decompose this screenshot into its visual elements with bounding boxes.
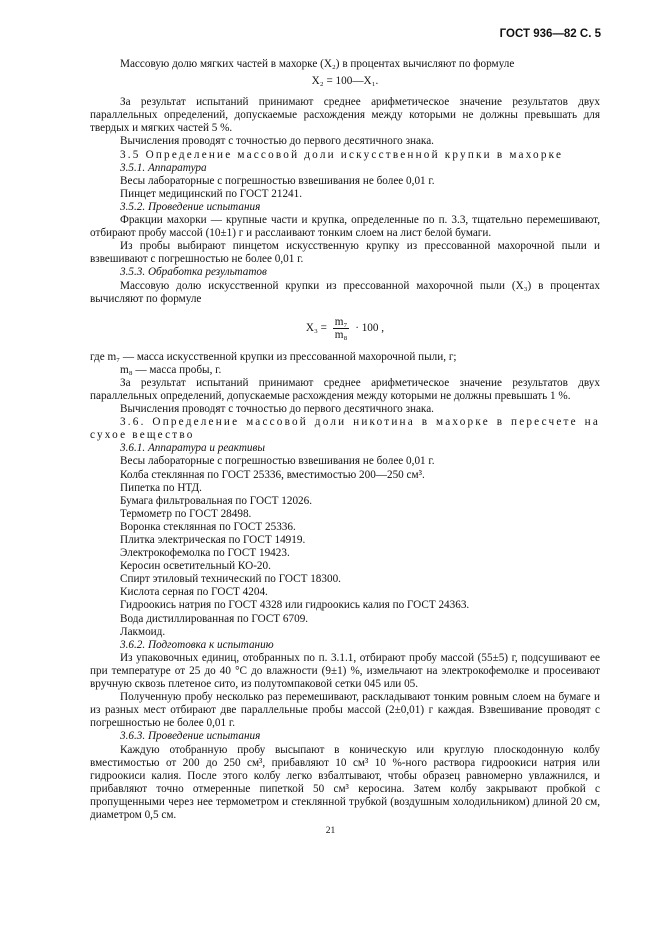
paragraph: Пинцет медицинский по ГОСТ 21241. <box>120 187 303 200</box>
paragraph: Вычисления проводят с точностью до первого десятичного знака. <box>120 403 434 416</box>
list-item: Керосин осветительный КО-20. <box>120 560 271 573</box>
subsection-heading: 3.5.2. Проведение испытания <box>120 200 261 213</box>
list-item: Воронка стеклянная по ГОСТ 25336. <box>120 520 296 533</box>
paragraph: Вычисления проводят с точностью до первого десятичного знака. <box>120 135 434 148</box>
list-item: Плитка электрическая по ГОСТ 14919. <box>120 534 306 546</box>
list-item: Кислота серная по ГОСТ 4204. <box>120 586 268 599</box>
paragraph: Весы лабораторные с погрешностью взвешивания не более 0,01 г. <box>120 174 435 187</box>
paragraph: где m₇ — масса искусственной крупки из прессованной махорочной пыли, г; <box>90 350 457 363</box>
document-body <box>90 28 600 822</box>
formula-lhs: X₃ = <box>305 321 327 334</box>
formula-fraction <box>333 316 350 341</box>
formula-denominator: m₈ <box>334 328 348 341</box>
subsection-heading: 3.6.2. Подготовка к испытанию <box>120 638 274 651</box>
paragraph: Полученную пробу несколько раз перемешивают, раскладывают тонким ровным слоем на бумаге и из разных мест отбирают две параллельные пробы массой (2±0,01) г каждая. Взвешивание проводят с погрешностью не более 0,01 г. <box>90 691 600 730</box>
page-number: 21 <box>325 826 336 836</box>
section-heading: 3.6. Определение массовой доли никотина в махорке в пересчете на сухое вещество <box>90 416 600 442</box>
paragraph: Из пробы выбирают пинцетом искусственную крупку из прессованной махорочной пыли и взвешивают с погрешностью не более 0,01 г. <box>90 240 600 266</box>
paragraph: m₈ — масса пробы, г. <box>120 363 222 376</box>
paragraph: За результат испытаний принимают среднее арифметическое значение результатов двух параллельных определений, допускаемые расхождения между которыми не должны превышать 1 %. <box>90 376 600 402</box>
formula-rhs: · 100 , <box>355 321 385 334</box>
page-header: ГОСТ 936—82 С. 5 <box>499 28 601 40</box>
list-item: Весы лабораторные с погрешностью взвешивания не более 0,01 г. <box>120 455 435 468</box>
list-item: Гидроокись натрия по ГОСТ 4328 или гидроокись калия по ГОСТ 24363. <box>120 599 470 612</box>
formula-x3 <box>90 316 600 341</box>
list-item: Вода дистиллированная по ГОСТ 6709. <box>120 612 309 625</box>
list-item: Лакмоид. <box>120 625 166 638</box>
list-item: Термометр по ГОСТ 28498. <box>120 507 252 520</box>
paragraph: Массовую долю искусственной крупки из прессованной махорочной пыли (X₃) в процентах вычисляют по формуле <box>90 279 600 305</box>
list-item: Электрокофемолка по ГОСТ 19423. <box>120 547 290 560</box>
subsection-heading: 3.5.3. Обработка результатов <box>120 266 267 279</box>
subsection-heading: 3.6.1. Аппаратура и реактивы <box>120 442 265 455</box>
list-item: Пипетка по НТД. <box>120 481 202 494</box>
list-item: Спирт этиловый технический по ГОСТ 18300. <box>120 573 341 586</box>
formula-x2: X₂ = 100—X₁. <box>311 75 379 88</box>
paragraph: Фракции махорки — крупные части и крупка, определенные по п. 3.3, тщательно перемешивают, отбирают пробу массой (10±1) г и расслаивают тонким слоем на лист белой бумаги. <box>90 214 600 240</box>
subsection-heading: 3.5.1. Аппаратура <box>120 161 207 174</box>
formula-numerator: m₇ <box>334 315 348 328</box>
paragraph: За результат испытаний принимают среднее арифметическое значение результатов двух параллельных определений, допускаемые расхождения между которыми не должны превышать для твердых и мягких частей 5 %. <box>90 96 600 135</box>
subsection-heading: 3.6.3. Проведение испытания <box>120 730 261 743</box>
section-heading: 3.5 Определение массовой доли искусственной крупки в махорке <box>120 148 564 161</box>
list-item: Колба стеклянная по ГОСТ 25336, вместимостью 200—250 см³. <box>120 468 425 481</box>
paragraph: Массовую долю мягких частей в махорке (X₂) в процентах вычисляют по формуле <box>120 58 515 70</box>
paragraph: Из упаковочных единиц, отобранных по п. 3.1.1, отбирают пробу массой (55±5) г, подсушивают ее при температуре от 25 до 40 °С до влажности (9±1) %, измельчают на электрокофемолке и просеивают вручную сквозь плетеное сито, из полутомпаковой сетки 045 или 05. <box>90 651 600 691</box>
paragraph: Каждую отобранную пробу высыпают в коническую или круглую плоскодонную колбу вместимостью от 200 до 250 см³, прибавляют 10 см³ 10 %-ного раствора гидроокиси натрия или гидроокиси калия. После этого колбу легко взбалтывают, чтобы образец равномерно увлажнился, и прибавляют точно отмеренные пипеткой 50 см³ керосина. Затем колбу закрывают пробкой с пропущенными через нее термометром и стеклянной трубкой (воздушным холодильником) длиной 20 см, диаметром 0,5 см. <box>90 743 600 821</box>
list-item: Бумага фильтровальная по ГОСТ 12026. <box>120 494 313 507</box>
